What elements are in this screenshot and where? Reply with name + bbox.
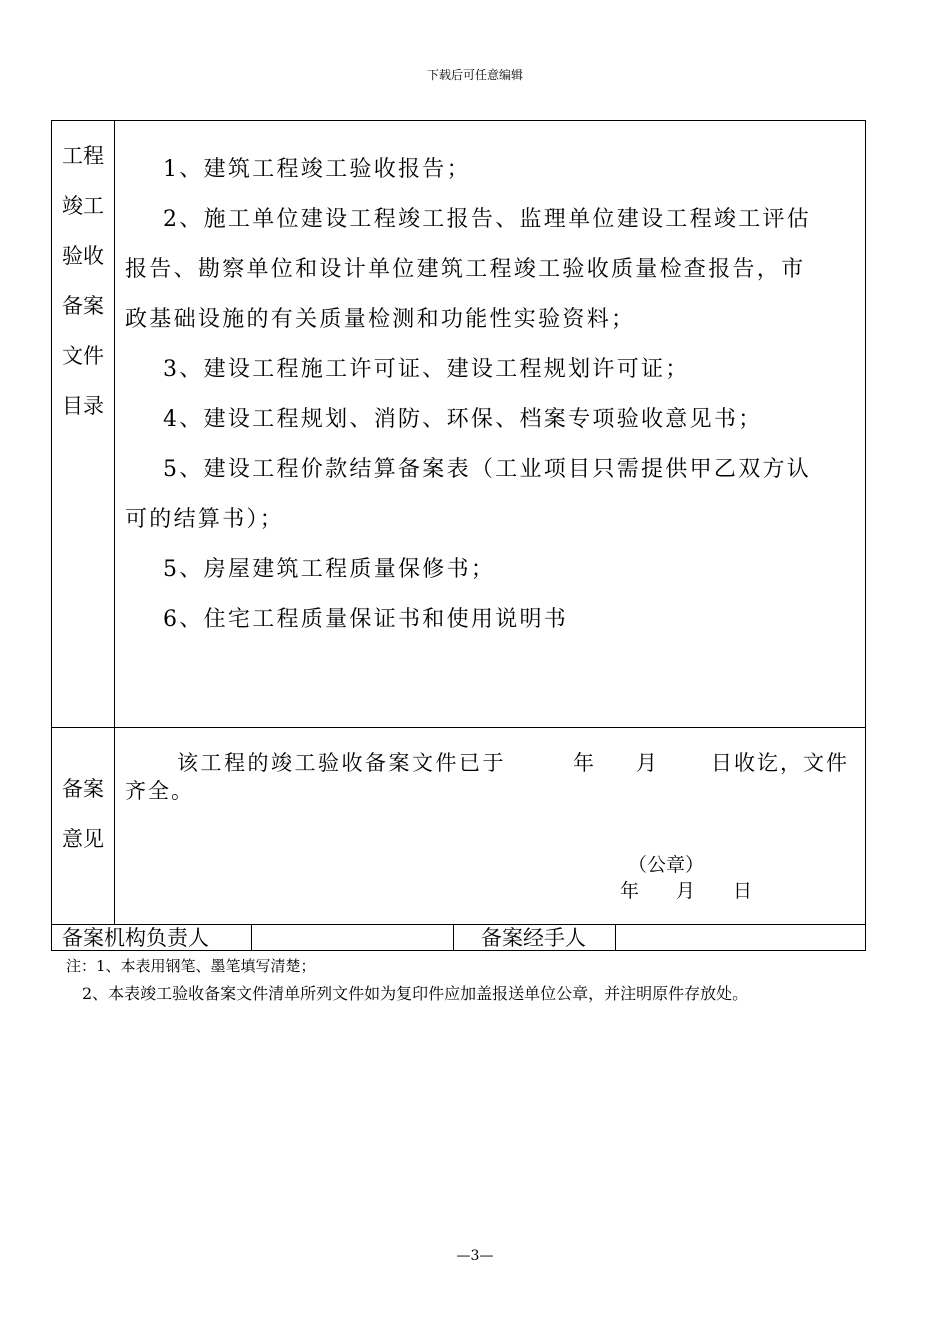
handler-field[interactable] <box>616 925 865 950</box>
signature-divider-2 <box>453 924 454 951</box>
file-item: 5、建设工程价款结算备案表（工业项目只需提供甲乙双方认 <box>163 457 812 482</box>
file-item: 6、住宅工程质量保证书和使用说明书 <box>163 607 569 632</box>
table-border-bottom <box>51 950 866 951</box>
page-number: —3— <box>456 1248 494 1264</box>
official-seal-text: （公章） <box>628 854 705 876</box>
file-item-continuation: 可的结算书）； <box>125 507 285 532</box>
label-line: 备案 <box>62 777 104 801</box>
opinion-day-suffix: 日收讫，文件 <box>711 751 849 775</box>
agency-head-field[interactable] <box>252 925 453 950</box>
handler-label: 备案经手人 <box>481 926 586 950</box>
file-item: 3、建设工程施工许可证、建设工程规划许可证； <box>163 357 690 382</box>
file-item: 1、建筑工程竣工验收报告； <box>163 157 471 182</box>
file-item: 2、施工单位建设工程竣工报告、监理单位建设工程竣工评估 <box>163 207 812 232</box>
seal-date-year: 年 <box>620 880 640 902</box>
label-line: 验收 <box>62 244 104 268</box>
agency-head-label: 备案机构负责人 <box>62 926 209 950</box>
table-border-top <box>51 120 866 121</box>
opinion-year: 年 <box>573 751 594 775</box>
header-note: 下载后可任意编辑 <box>426 68 523 82</box>
opinion-prefix: 该工程的竣工验收备案文件已于 <box>177 751 506 775</box>
label-line: 目录 <box>62 394 104 418</box>
label-line: 竣工 <box>62 194 104 218</box>
file-item: 4、建设工程规划、消防、环保、档案专项验收意见书； <box>163 407 763 432</box>
file-item-continuation: 报告、勘察单位和设计单位建筑工程竣工验收质量检查报告，市 <box>125 257 806 282</box>
file-item: 5、房屋建筑工程质量保修书； <box>163 557 496 582</box>
opinion-label <box>52 764 114 864</box>
seal-date-month: 月 <box>676 880 696 902</box>
label-line: 工程 <box>62 144 104 168</box>
note-2: 2、本表竣工验收备案文件清单所列文件如为复印件应加盖报送单位公章，并注明原件存放处。 <box>82 984 749 1003</box>
seal-date-day: 日 <box>733 880 753 902</box>
label-column-divider <box>114 120 115 924</box>
file-item-continuation: 政基础设施的有关质量检测和功能性实验资料； <box>125 307 636 332</box>
opinion-line2: 齐全。 <box>125 779 194 803</box>
note-1: 注：1、本表用钢笔、墨笔填写清楚； <box>66 957 316 975</box>
label-line: 备案 <box>62 294 104 318</box>
label-line: 文件 <box>62 344 104 368</box>
file-list-label <box>52 131 114 431</box>
label-line: 意见 <box>62 827 104 851</box>
opinion-month: 月 <box>636 751 657 775</box>
row-divider-opinion <box>51 727 866 728</box>
